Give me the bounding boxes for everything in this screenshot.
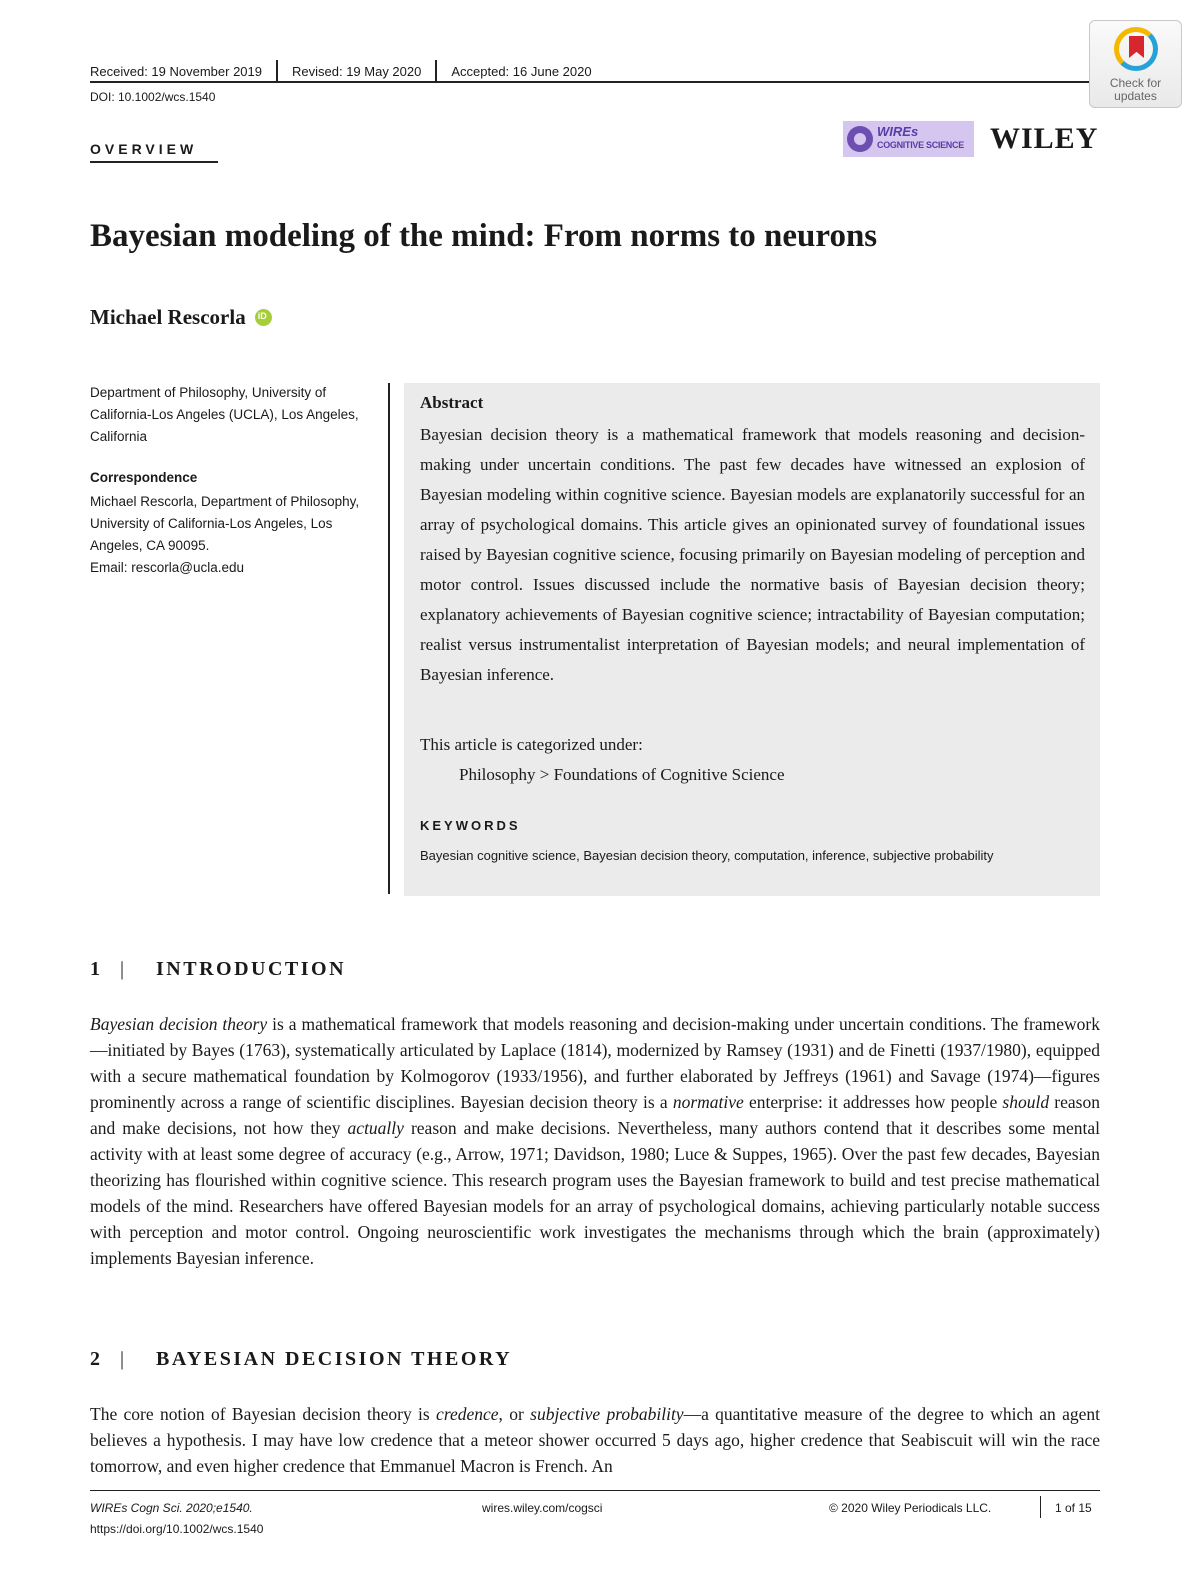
abstract-heading: Abstract: [420, 393, 484, 412]
section-number: 1: [90, 958, 103, 980]
correspondence-email[interactable]: Email: rescorla@ucla.edu: [90, 560, 245, 575]
footer-site-link[interactable]: wires.wiley.com/cogsci: [482, 1501, 603, 1515]
correspondence-heading: Correspondence: [90, 470, 198, 485]
wires-logo-line1: WIREs: [877, 124, 919, 139]
keywords-heading: KEYWORDS: [420, 818, 521, 833]
wires-emblem-icon: [847, 126, 873, 152]
abstract-text: Bayesian decision theory is a mathematical framework that models reasoning and decision-making under uncertain conditions. The past few decades have witnessed an explosion of Bayesian modeling within cognitive science. Bayesian models are explanatorily successful for an array of psychological domains. This article gives an opinionated survey of foundational issues raised by Bayesian cognitive science, focusing primarily on Bayesian modeling of perception and motor control. Issues discussed include the normative basis of Bayesian decision theory; explanatory achievements of Bayesian cognitive science; intractability of Bayesian computation; realist versus instrumentalist interpretation of Bayesian models; and neural implementation of Bayesian inference.: [420, 425, 1085, 684]
page-number: 1 of 15: [1055, 1501, 1092, 1515]
emphasis-text: subjective probability: [530, 1404, 684, 1424]
footer-rule: [90, 1490, 1100, 1491]
article-type: OVERVIEW: [90, 141, 198, 157]
author: [90, 305, 272, 330]
author-name[interactable]: Michael Rescorla: [90, 305, 246, 329]
received-date: Received: 19 November 2019: [90, 63, 262, 79]
article-history: [90, 60, 606, 82]
section-number: 2: [90, 1348, 103, 1370]
correspondence-address: Michael Rescorla, Department of Philosophy, University of California-Los Angeles, Los Angeles, CA 90095.: [90, 494, 360, 553]
category-link[interactable]: Philosophy > Foundations of Cognitive Science: [459, 765, 785, 784]
correspondence: [90, 491, 375, 579]
footer-doi-link[interactable]: https://doi.org/10.1002/wcs.1540: [90, 1522, 264, 1536]
decision-theory-paragraph: [90, 1401, 1100, 1479]
introduction-paragraph: [90, 1011, 1100, 1271]
section-title: INTRODUCTION: [156, 958, 347, 980]
accepted-date: Accepted: 16 June 2020: [451, 63, 592, 79]
emphasis-text: Bayesian decision theory: [90, 1014, 268, 1034]
section-divider: |: [120, 958, 127, 980]
text-run: The core notion of Bayesian decision theory is: [90, 1404, 437, 1424]
text-run: , or: [498, 1404, 531, 1424]
categorized-label: This article is categorized under:: [420, 735, 643, 754]
emphasis-text: actually: [347, 1118, 404, 1138]
footer-journal: WIREs Cogn Sci. 2020;e1540.: [90, 1501, 253, 1515]
keywords: Bayesian cognitive science, Bayesian decision theory, computation, inference, subjective probability: [420, 848, 994, 863]
section-heading-introduction: [90, 958, 346, 981]
text-run: reason and make decisions, not how they: [90, 1092, 1100, 1138]
abstract-divider: [388, 383, 390, 894]
doi[interactable]: DOI: 10.1002/wcs.1540: [90, 90, 216, 104]
section-title: BAYESIAN DECISION THEORY: [156, 1348, 513, 1370]
article-type-rule: [90, 161, 218, 163]
emphasis-text: credence: [436, 1404, 499, 1424]
section-divider: |: [120, 1348, 127, 1370]
text-run: reason and make decisions. Nevertheless, many authors contend that it describes some mental activity with at least some degree of accuracy (e.g., Arrow, 1971; Davidson, 1980; Luce & Suppes, 1965). Over the past few decades, Bayesian theorizing has flourished within cognitive science. This research program uses the Bayesian framework to build and test precise mathematical models of the mind. Researchers have offered Bayesian models for an array of psychological domains, achieving particularly notable success with perception and motor control. Ongoing neuroscientific work investigates the mechanisms through which the brain (approximately) implements Bayesian inference.: [90, 1118, 1100, 1268]
text-run: is a mathematical framework that models reasoning and decision-making under uncertain conditions. The framework—initiated by Bayes (1763), systematically articulated by Laplace (1814), modernized by Ramsey (1931) and de Finetti (1937/1980), equipped with a secure mathematical foundation by Kolmogorov (1933/1956), and further elaborated by Jeffreys (1961) and Savage (1974)—figures prominently across a range of scientific disciplines. Bayesian decision theory is a: [90, 1014, 1100, 1112]
emphasis-text: should: [1002, 1092, 1050, 1112]
wiley-logo[interactable]: WILEY: [990, 122, 1099, 155]
affiliation: Department of Philosophy, University of California-Los Angeles (UCLA), Los Angeles, California: [90, 385, 359, 444]
check-for-updates-label: Check for updates: [1109, 76, 1162, 103]
wires-logo-line2: COGNITIVE SCIENCE: [877, 140, 964, 150]
section-heading-bayesian-decision-theory: [90, 1348, 512, 1371]
footer-divider: [1040, 1496, 1041, 1518]
check-for-updates-button[interactable]: [1089, 20, 1182, 108]
header-rule: [90, 81, 1100, 83]
article-title: Bayesian modeling of the mind: From norms to neurons: [90, 218, 878, 254]
text-run: —a quantitative measure of the degree to which an agent believes a hypothesis. I may have low credence that a meteor shower occurred 5 days ago, higher credence that Seabiscuit will win the race tomorrow, and even higher credence that Emmanuel Macron is French. An: [90, 1404, 1101, 1476]
emphasis-text: normative: [672, 1092, 744, 1112]
revised-date: Revised: 19 May 2020: [292, 63, 422, 79]
orcid-icon[interactable]: [255, 309, 272, 326]
text-run: enterprise: it addresses how people: [743, 1092, 1003, 1112]
wires-logo[interactable]: [843, 121, 974, 157]
footer-copyright: © 2020 Wiley Periodicals LLC.: [829, 1501, 992, 1515]
